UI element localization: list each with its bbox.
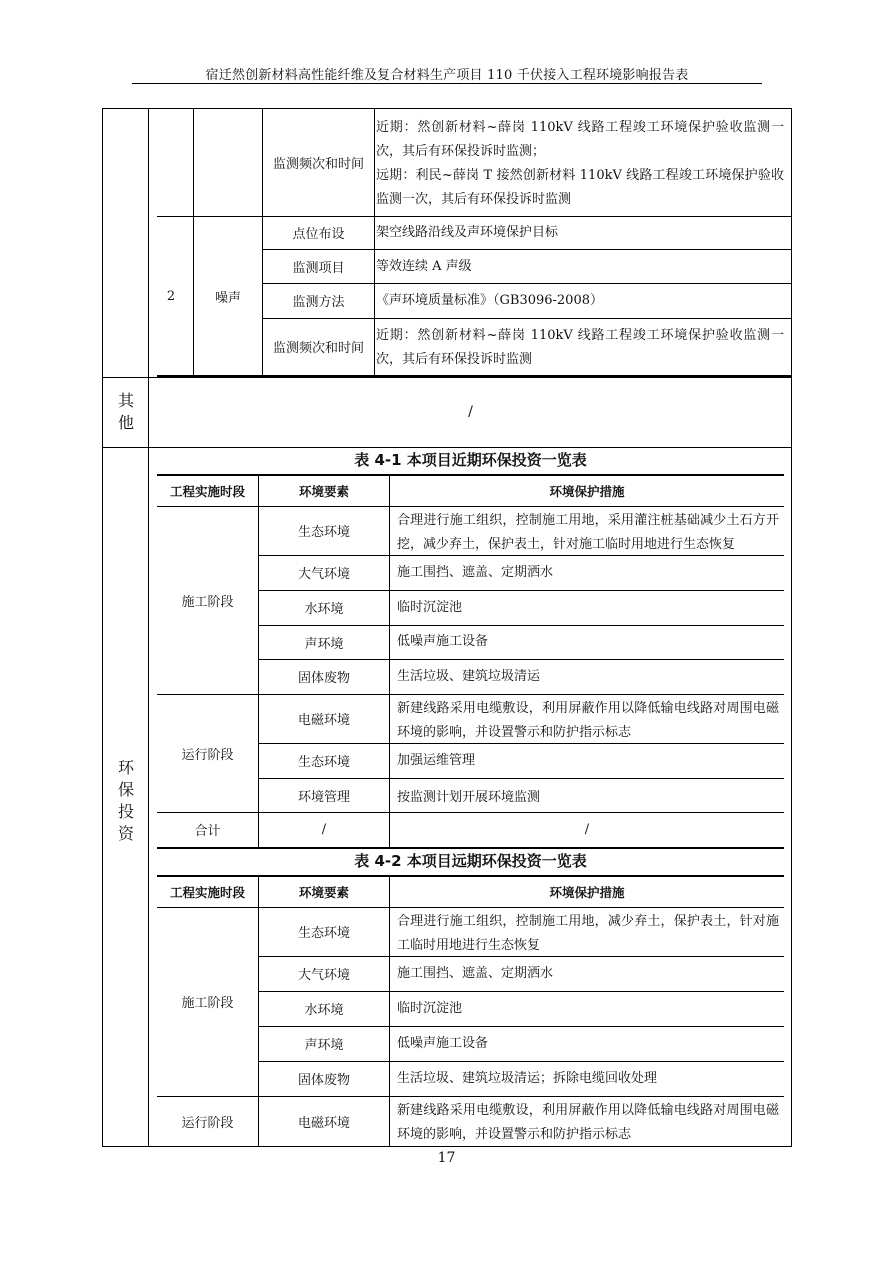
invest-side-4: 资 (117, 824, 134, 843)
table1-header-period: 工程实施时段 (169, 483, 245, 499)
invest-side-2: 保 (117, 780, 134, 799)
noise-point-text: 架空线路沿线及声环境保护目标 (376, 225, 559, 240)
row1-freq-text-near: 近期：然创新材料~薛岗 110kV 线路工程竣工环境保护验收监测一次，其后有环保投诉时监测； (376, 120, 784, 159)
table-row: 加强运维管理 (397, 753, 476, 768)
table-row: 合理进行施工组织，控制施工用地，减少弃土，保护表土，针对施工临时用地进行生态恢复 (397, 914, 779, 953)
item2-number: 2 (166, 288, 176, 304)
other-label-1: 其 (117, 391, 134, 410)
invest-side-3: 投 (117, 802, 134, 821)
table-row: 水环境 (304, 602, 344, 617)
table-row: 生活垃圾、建筑垃圾清运；拆除电缆回收处理 (397, 1071, 658, 1086)
table-row: 环境管理 (297, 789, 350, 805)
page-number: 17 (437, 1150, 456, 1166)
table1-stage-construction: 施工阶段 (181, 594, 234, 610)
table-row: 低噪声施工设备 (397, 634, 489, 649)
table1-total-label: 合计 (194, 824, 221, 839)
table-row: 施工围挡、遮盖、定期洒水 (397, 565, 554, 580)
noise-method-label: 监测方法 (292, 295, 345, 310)
other-value: / (468, 404, 473, 420)
table2-header-element: 环境要素 (298, 884, 349, 900)
page-header: 宿迁然创新材料高性能纤维及复合材料生产项目 110 千伏接入工程环境影响报告表 (205, 68, 689, 83)
table1-total-measure: / (584, 822, 590, 837)
noise-freq-label: 监测频次和时间 (272, 341, 364, 356)
table-row: 合理进行施工组织，控制施工用地，采用灌注桩基础减少土石方开挖，减少弃土，保护表土，针对施工临时用地进行生态恢复 (397, 513, 779, 552)
table-row: 生态环境 (297, 755, 350, 770)
noise-point-label: 点位布设 (292, 227, 345, 242)
invest-side-1: 环 (117, 758, 134, 777)
item2-name: 噪声 (214, 290, 241, 306)
table-row: 低噪声施工设备 (397, 1036, 489, 1051)
table-row: 临时沉淀池 (397, 600, 463, 615)
table-row: 声环境 (304, 1038, 344, 1053)
table2-stage-construction: 施工阶段 (181, 996, 234, 1011)
noise-method-text: 《声环境质量标准》（GB3096-2008） (376, 293, 603, 308)
noise-freq-text: 近期：然创新材料~薛岗 110kV 线路工程竣工环境保护验收监测一次，其后有环保投诉时监测 (376, 328, 784, 367)
table2-stage-operation: 运行阶段 (181, 1115, 234, 1131)
table-row: 临时沉淀池 (397, 1001, 463, 1016)
table-row: 固体废物 (297, 671, 350, 686)
table-row: 声环境 (304, 636, 344, 652)
row1-freq-label: 监测频次和时间 (272, 156, 364, 172)
table2-header-measure: 环境保护措施 (549, 884, 625, 900)
table-row: 固体废物 (297, 1073, 350, 1088)
table-row: 生活垃圾、建筑垃圾清运 (397, 669, 541, 684)
table-row: 电磁环境 (297, 1115, 350, 1131)
table-row: 生态环境 (297, 525, 350, 540)
table1-stage-operation: 运行阶段 (181, 747, 234, 763)
table1-total-element: / (321, 822, 327, 837)
table1-header-measure: 环境保护措施 (549, 483, 625, 499)
other-label-2: 他 (117, 413, 134, 432)
table-row: 大气环境 (297, 968, 350, 983)
table2-header-period: 工程实施时段 (169, 884, 245, 900)
table2-title: 表 4-2 本项目远期环保投资一览表 (354, 852, 587, 870)
table-row: 生态环境 (297, 926, 350, 941)
table-row: 新建线路采用电缆敷设，利用屏蔽作用以降低输电线路对周围电磁环境的影响，并设置警示和防护指示标志 (397, 701, 779, 740)
table-row: 按监测计划开展环境监测 (397, 790, 541, 805)
noise-item-label: 监测项目 (292, 260, 345, 276)
table-row: 施工围挡、遮盖、定期洒水 (397, 966, 554, 981)
table-row: 电磁环境 (297, 713, 350, 728)
table-row: 新建线路采用电缆敷设，利用屏蔽作用以降低输电线路对周围电磁环境的影响，并设置警示和防护指示标志 (397, 1103, 779, 1142)
table1-header-element: 环境要素 (298, 483, 349, 499)
table-row: 水环境 (304, 1003, 344, 1018)
noise-item-text: 等效连续 A 声级 (376, 259, 472, 274)
header-rule (132, 83, 762, 84)
table1-title: 表 4-1 本项目近期环保投资一览表 (354, 451, 587, 469)
row1-freq-text-far: 远期：利民~薛岗 T 接然创新材料 110kV 线路工程竣工环境保护验收监测一次，其后有环保投诉时监测 (376, 168, 784, 207)
table-row: 大气环境 (297, 567, 350, 582)
